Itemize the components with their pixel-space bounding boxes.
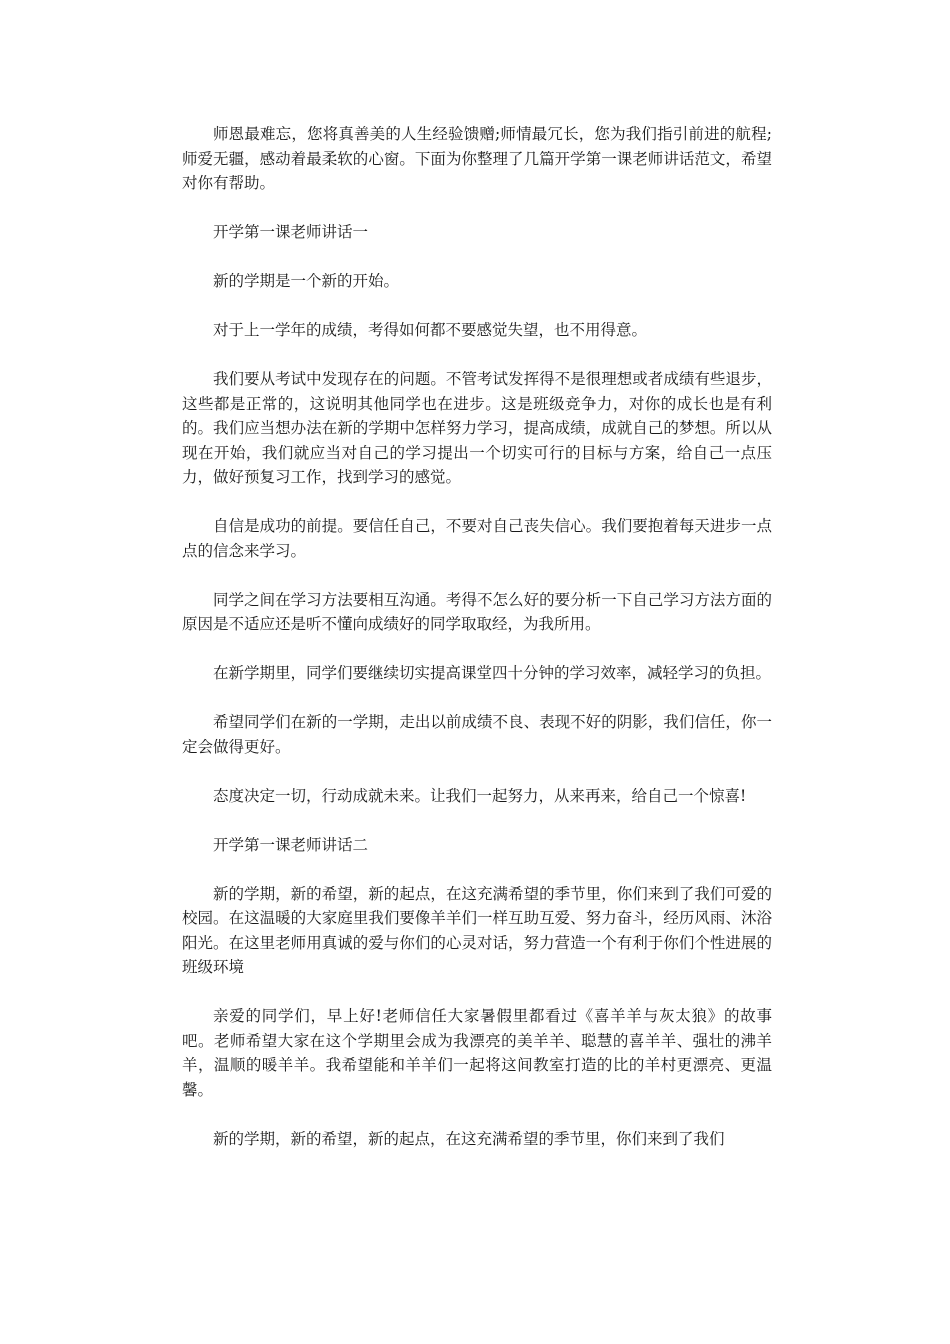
- paragraph: 同学之间在学习方法要相互沟通。考得不怎么好的要分析一下自己学习方法方面的原因是不适应还是听不懂向成绩好的同学取取经，为我所用。: [182, 590, 772, 633]
- paragraph: 我们要从考试中发现存在的问题。不管考试发挥得不是很理想或者成绩有些退步，这些都是正常的，这说明其他同学也在进步。这是班级竞争力，对你的成长也是有利的。我们应当想办法在新的学期中怎样努力学习，提高成绩，成就自己的梦想。所以从现在开始，我们就应当对自己的学习提出一个切实可行的目标与方案，给自己一点压力，做好预复习工作，找到学习的感觉。: [182, 370, 772, 486]
- paragraph: 对于上一学年的成绩，考得如何都不要感觉失望，也不用得意。: [213, 321, 648, 339]
- section-heading-2: 开学第一课老师讲话二: [213, 835, 369, 854]
- section-heading-1: 开学第一课老师讲话一: [213, 223, 369, 241]
- intro-paragraph: 师恩最难忘，您将真善美的人生经验馈赠;师情最冗长，您为我们指引前进的航程;师爱无疆，感动着最柔软的心窗。下面为你整理了几篇开学第一课老师讲话范文，希望对你有帮助。: [182, 125, 772, 192]
- paragraph: 自信是成功的前提。要信任自己，不要对自己丧失信心。我们要抱着每天进步一点点的信念来学习。: [182, 517, 772, 560]
- paragraph: 态度决定一切，行动成就未来。让我们一起努力，从来再来，给自己一个惊喜!: [213, 786, 747, 805]
- paragraph: 新的学期，新的希望，新的起点，在这充满希望的季节里，你们来到了我们: [213, 1129, 725, 1148]
- paragraph: 在新学期里，同学们要继续切实提高课堂四十分钟的学习效率，减轻学习的负担。: [213, 664, 772, 682]
- paragraph: 亲爱的同学们，早上好!老师信任大家暑假里都看过《喜羊羊与灰太狼》的故事吧。老师希望大家在这个学期里会成为我漂亮的美羊羊、聪慧的喜羊羊、强壮的沸羊羊，温顺的暖羊羊。我希望能和羊羊们一起将这间教室打造的比的羊村更漂亮、更温馨。: [182, 1007, 772, 1099]
- paragraph: 新的学期是一个新的开始。: [213, 272, 400, 290]
- paragraph: 新的学期，新的希望，新的起点，在这充满希望的季节里，你们来到了我们可爱的校园。在这温暖的大家庭里我们要像羊羊们一样互助互爱、努力奋斗，经历风雨、沐浴阳光。在这里老师用真诚的爱与你们的心灵对话，努力营造一个有利于你们个性进展的班级环境: [182, 884, 772, 976]
- paragraph: 希望同学们在新的一学期，走出以前成绩不良、表现不好的阴影，我们信任，你一定会做得更好。: [182, 713, 772, 756]
- document-body: [182, 122, 772, 1176]
